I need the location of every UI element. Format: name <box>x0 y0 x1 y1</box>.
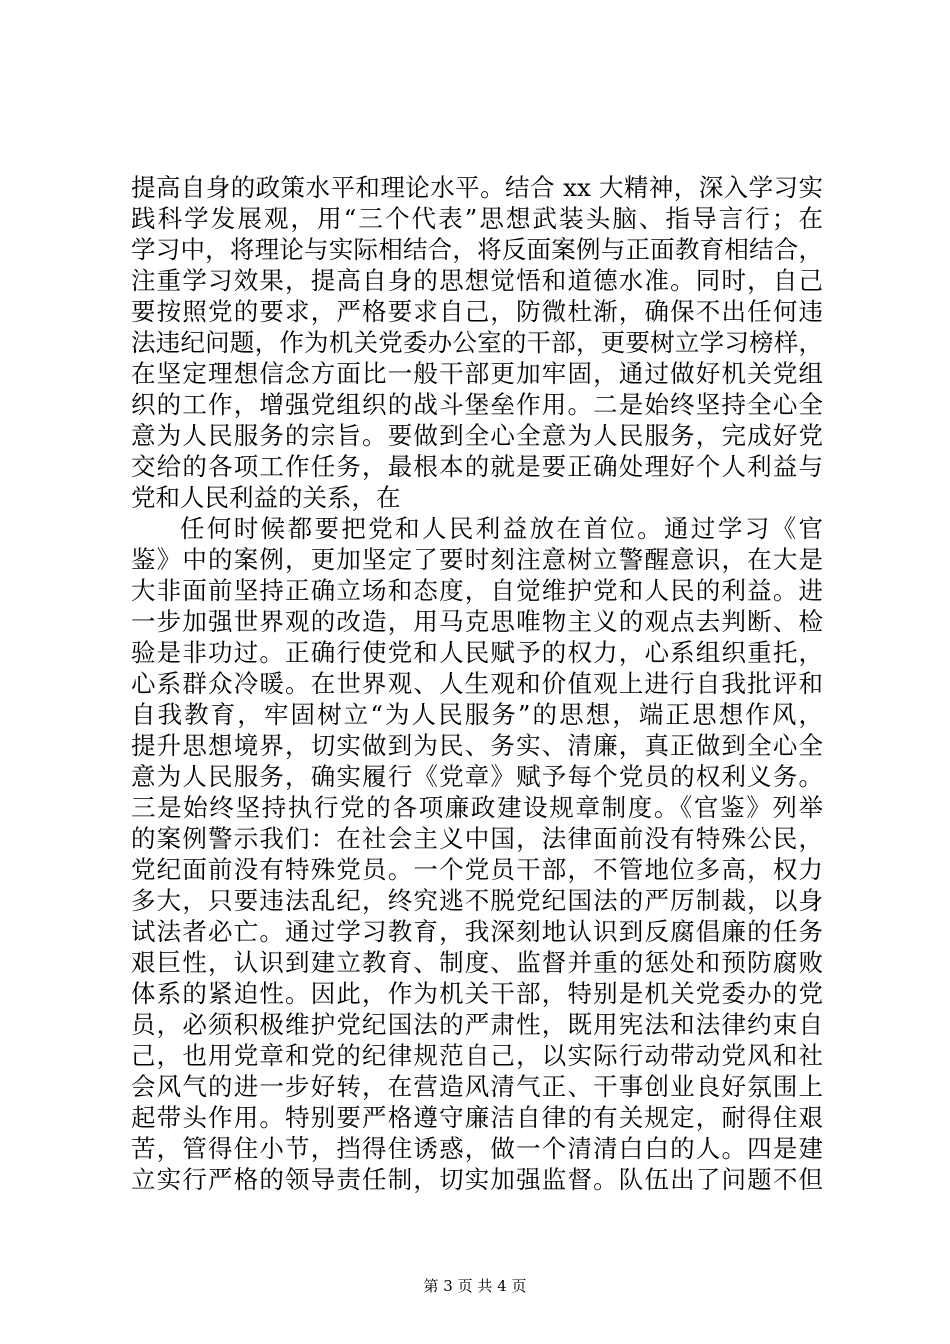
text-line: 员，必须积极维护党纪国法的严肃性，既用宪法和法律约束自 <box>131 1010 823 1039</box>
text-line: 党和人民利益的关系，在 <box>131 483 401 512</box>
body-text <box>131 172 823 1195</box>
page-number-label: 第 3 页 共 4 页 <box>423 1277 527 1295</box>
text-line: 提高自身的政策水平和理论水平。结合 xx 大精神，深入学习实 <box>131 173 823 202</box>
text-line: 学习中，将理论与实际相结合，将反面案例与正面教育相结合， <box>131 235 823 264</box>
text-line: 践科学发展观，用“三个代表”思想武装头脑、指导言行；在 <box>131 204 823 233</box>
text-line: 织的工作，增强党组织的战斗堡垒作用。二是始终坚持全心全 <box>131 390 823 419</box>
text-line: 试法者必亡。通过学习教育，我深刻地认识到反腐倡廉的任务 <box>131 917 823 946</box>
text-line: 多大，只要违法乱纪，终究逃不脱党纪国法的严厉制裁，以身 <box>131 886 823 915</box>
text-line: 体系的紧迫性。因此，作为机关干部，特别是机关党委办的党 <box>131 979 823 1008</box>
text-line: 提升思想境界，切实做到为民、务实、清廉，真正做到全心全 <box>131 731 823 760</box>
text-line: 己，也用党章和党的纪律规范自己，以实际行动带动党风和社 <box>131 1041 823 1070</box>
text-line: 苦，管得住小节，挡得住诱惑，做一个清清白白的人。四是建 <box>131 1134 823 1163</box>
text-line: 在坚定理想信念方面比一般干部更加牢固，通过做好机关党组 <box>131 359 823 388</box>
text-line: 的案例警示我们：在社会主义中国，法律面前没有特殊公民， <box>131 824 823 853</box>
text-line: 一步加强世界观的改造，用马克思唯物主义的观点去判断、检 <box>131 607 823 636</box>
text-line: 验是非功过。正确行使党和人民赋予的权力，心系组织重托， <box>131 638 823 667</box>
text-line: 大非面前坚持正确立场和态度，自觉维护党和人民的利益。进 <box>131 576 823 605</box>
text-line: 立实行严格的领导责任制，切实加强监督。队伍出了问题不但 <box>131 1165 823 1194</box>
text-line: 意为人民服务，确实履行《党章》赋予每个党员的权利义务。 <box>131 762 823 791</box>
text-line: 心系群众冷暖。在世界观、人生观和价值观上进行自我批评和 <box>131 669 823 698</box>
text-line: 鉴》中的案例，更加坚定了要时刻注意树立警醒意识，在大是 <box>131 545 823 574</box>
text-line: 艰巨性，认识到建立教育、制度、监督并重的惩处和预防腐败 <box>131 948 823 977</box>
page-footer <box>0 1276 950 1296</box>
text-line: 交给的各项工作任务，最根本的就是要正确处理好个人利益与 <box>131 452 823 481</box>
text-line: 起带头作用。特别要严格遵守廉洁自律的有关规定，耐得住艰 <box>131 1103 823 1132</box>
text-line: 三是始终坚持执行党的各项廉政建设规章制度。《官鉴》列举 <box>131 793 823 822</box>
text-line: 党纪面前没有特殊党员。一个党员干部，不管地位多高，权力 <box>131 855 823 884</box>
text-line: 自我教育，牢固树立“为人民服务”的思想，端正思想作风， <box>131 700 823 729</box>
text-line: 会风气的进一步好转，在营造风清气正、干事创业良好氛围上 <box>131 1072 823 1101</box>
text-line: 注重学习效果，提高自身的思想觉悟和道德水准。同时，自己 <box>131 266 823 295</box>
text-line: 意为人民服务的宗旨。要做到全心全意为人民服务，完成好党 <box>131 421 823 450</box>
text-line: 法违纪问题，作为机关党委办公室的干部，更要树立学习榜样， <box>131 328 823 357</box>
paragraph-first-line: 任何时候都要把党和人民利益放在首位。通过学习《官 <box>180 514 823 543</box>
text-line: 要按照党的要求，严格要求自己，防微杜渐，确保不出任何违 <box>131 297 823 326</box>
